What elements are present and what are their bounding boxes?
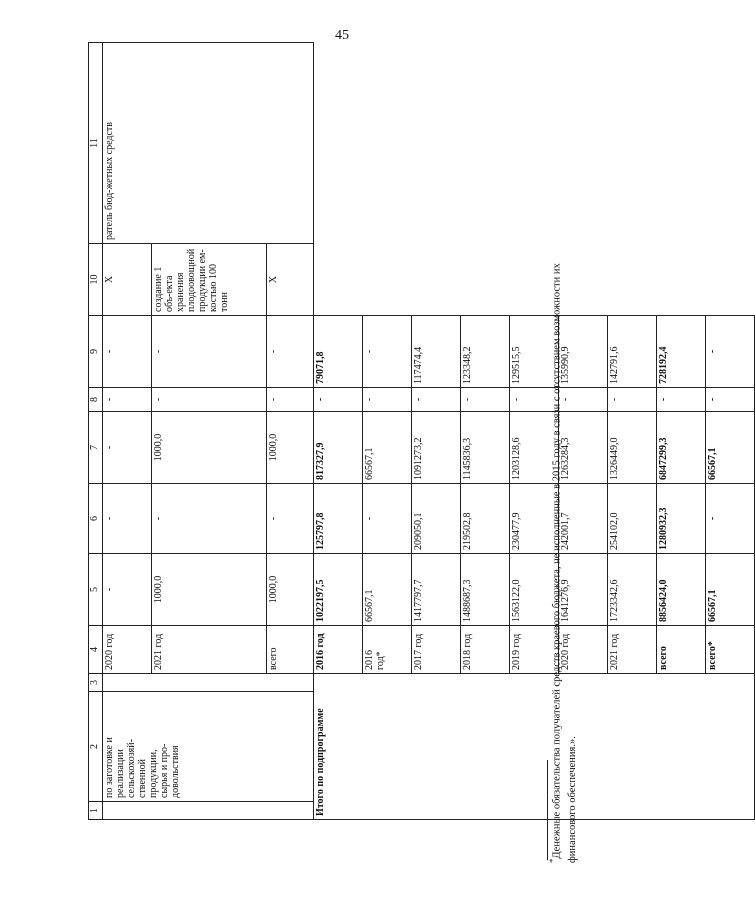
value-cell: 254102,0	[608, 484, 657, 554]
value-cell: -	[267, 388, 314, 412]
footnote-line-1	[545, 63, 565, 863]
value-cell: -	[559, 388, 608, 412]
value-cell: 1022197,5	[314, 554, 363, 626]
totals-label: Итого по подпрограмме	[314, 674, 755, 820]
footnote-wrapper	[545, 63, 593, 863]
value-cell: 209050,1	[412, 484, 461, 554]
year-cell: 2021 год	[608, 626, 657, 674]
col-5-header: 5	[89, 554, 103, 626]
totals-blank	[314, 43, 755, 244]
measure-name-line: реализации	[115, 749, 126, 798]
measure-name-line: сельскохозяй-	[126, 739, 137, 798]
value-cell: -	[706, 388, 755, 412]
year-cell: 2020 год	[103, 626, 152, 674]
value-cell: -	[314, 388, 363, 412]
value-cell: -	[363, 316, 412, 388]
value-cell: 1000,0	[267, 554, 314, 626]
value-cell: 123348,2	[461, 316, 510, 388]
value-cell: -	[706, 316, 755, 388]
col-9-header: 9	[89, 316, 103, 388]
year-cell: всего	[267, 626, 314, 674]
totals-blank	[314, 244, 755, 316]
footnote-line-2: финансового обеспечения.».	[566, 736, 578, 863]
value-cell: 728192,4	[657, 316, 706, 388]
col-6-header: 6	[89, 484, 103, 554]
value-cell: 1000,0	[152, 412, 267, 484]
year-cell: 2020 год	[559, 626, 608, 674]
measure-col3	[103, 674, 314, 692]
year-cell: 2021 год	[152, 626, 267, 674]
value-cell: -	[412, 388, 461, 412]
value-cell: -	[363, 484, 412, 554]
footnote	[545, 63, 593, 863]
year-cell: 2017 год	[412, 626, 461, 674]
value-cell: 1203128,6	[510, 412, 559, 484]
value-cell: -	[152, 316, 267, 388]
col-8-header: 8	[89, 388, 103, 412]
value-cell: -	[461, 388, 510, 412]
value-cell: -	[103, 554, 152, 626]
result-cell: создание 1 объ-екта хранения плодоовощной продукции ем-костью 100 тонн	[152, 244, 267, 316]
value-cell: 1000,0	[152, 554, 267, 626]
value-cell: -	[363, 388, 412, 412]
year-cell: 2016 год*	[363, 626, 412, 674]
measure-name-line: сырья и про-	[159, 743, 170, 798]
value-cell: 1641276,9	[559, 554, 608, 626]
value-cell: 129515,5	[510, 316, 559, 388]
result-cell: Х	[267, 244, 314, 316]
value-cell: 242001,7	[559, 484, 608, 554]
value-cell: 1326449,0	[608, 412, 657, 484]
year-cell: 2018 год	[461, 626, 510, 674]
value-cell: 8856424,0	[657, 554, 706, 626]
value-cell: 817327,9	[314, 412, 363, 484]
col-2-header: 2	[89, 692, 103, 802]
value-cell: 1417797,7	[412, 554, 461, 626]
value-cell: 66567,1	[706, 412, 755, 484]
year-cell: всего*	[706, 626, 755, 674]
value-cell: 125797,8	[314, 484, 363, 554]
header-row	[89, 43, 103, 820]
year-cell: 2016 год	[314, 626, 363, 674]
value-cell: 1091273,2	[412, 412, 461, 484]
page-number: 45	[335, 28, 349, 43]
value-cell: 66567,1	[363, 412, 412, 484]
measure-name-line: довольствия	[170, 745, 181, 798]
value-cell: 230477,9	[510, 484, 559, 554]
col-10-header: 10	[89, 244, 103, 316]
col-1-header: 1	[89, 802, 103, 820]
value-cell: -	[510, 388, 559, 412]
value-cell: 66567,1	[706, 554, 755, 626]
measure-name	[103, 692, 314, 802]
measure-name-line: ственной	[137, 759, 148, 798]
value-cell: -	[152, 484, 267, 554]
value-cell: -	[103, 412, 152, 484]
value-cell: -	[706, 484, 755, 554]
measure-name-line: продукции,	[148, 749, 159, 798]
value-cell: 1263284,3	[559, 412, 608, 484]
measure-col1	[103, 802, 314, 820]
measure-row	[103, 43, 152, 820]
year-cell: 2019 год	[510, 626, 559, 674]
value-cell: -	[608, 388, 657, 412]
value-cell: -	[152, 388, 267, 412]
col-4-header: 4	[89, 626, 103, 674]
responsible-cell: ратель бюд-жетных средств	[103, 43, 314, 244]
value-cell: -	[103, 484, 152, 554]
value-cell: 1000,0	[267, 412, 314, 484]
value-cell: 66567,1	[363, 554, 412, 626]
year-cell: всего	[657, 626, 706, 674]
measure-name-line: по заготовке и	[104, 737, 115, 798]
value-cell: 6847299,3	[657, 412, 706, 484]
value-cell: -	[103, 388, 152, 412]
col-11-header: 11	[89, 43, 103, 244]
footnote-marker: *	[547, 858, 557, 863]
col-7-header: 7	[89, 412, 103, 484]
value-cell: 1280932,3	[657, 484, 706, 554]
col-3-header: 3	[89, 674, 103, 692]
value-cell: -	[103, 316, 152, 388]
value-cell: -	[657, 388, 706, 412]
value-cell: 142791,6	[608, 316, 657, 388]
value-cell: 1488687,3	[461, 554, 510, 626]
value-cell: 79071,8	[314, 316, 363, 388]
totals-row	[314, 43, 363, 820]
value-cell: 135990,9	[559, 316, 608, 388]
value-cell: -	[267, 484, 314, 554]
value-cell: 117474,4	[412, 316, 461, 388]
footnote-text: Денежные обязательства получателей средств краевого бюджета, не исполненные в 2015 году в связи с отсутствием возможности их	[551, 263, 563, 859]
value-cell: 1145836,3	[461, 412, 510, 484]
value-cell: 219502,8	[461, 484, 510, 554]
value-cell: -	[267, 316, 314, 388]
result-cell: Х	[103, 244, 152, 316]
value-cell: 1723342,6	[608, 554, 657, 626]
value-cell: 1563122,0	[510, 554, 559, 626]
